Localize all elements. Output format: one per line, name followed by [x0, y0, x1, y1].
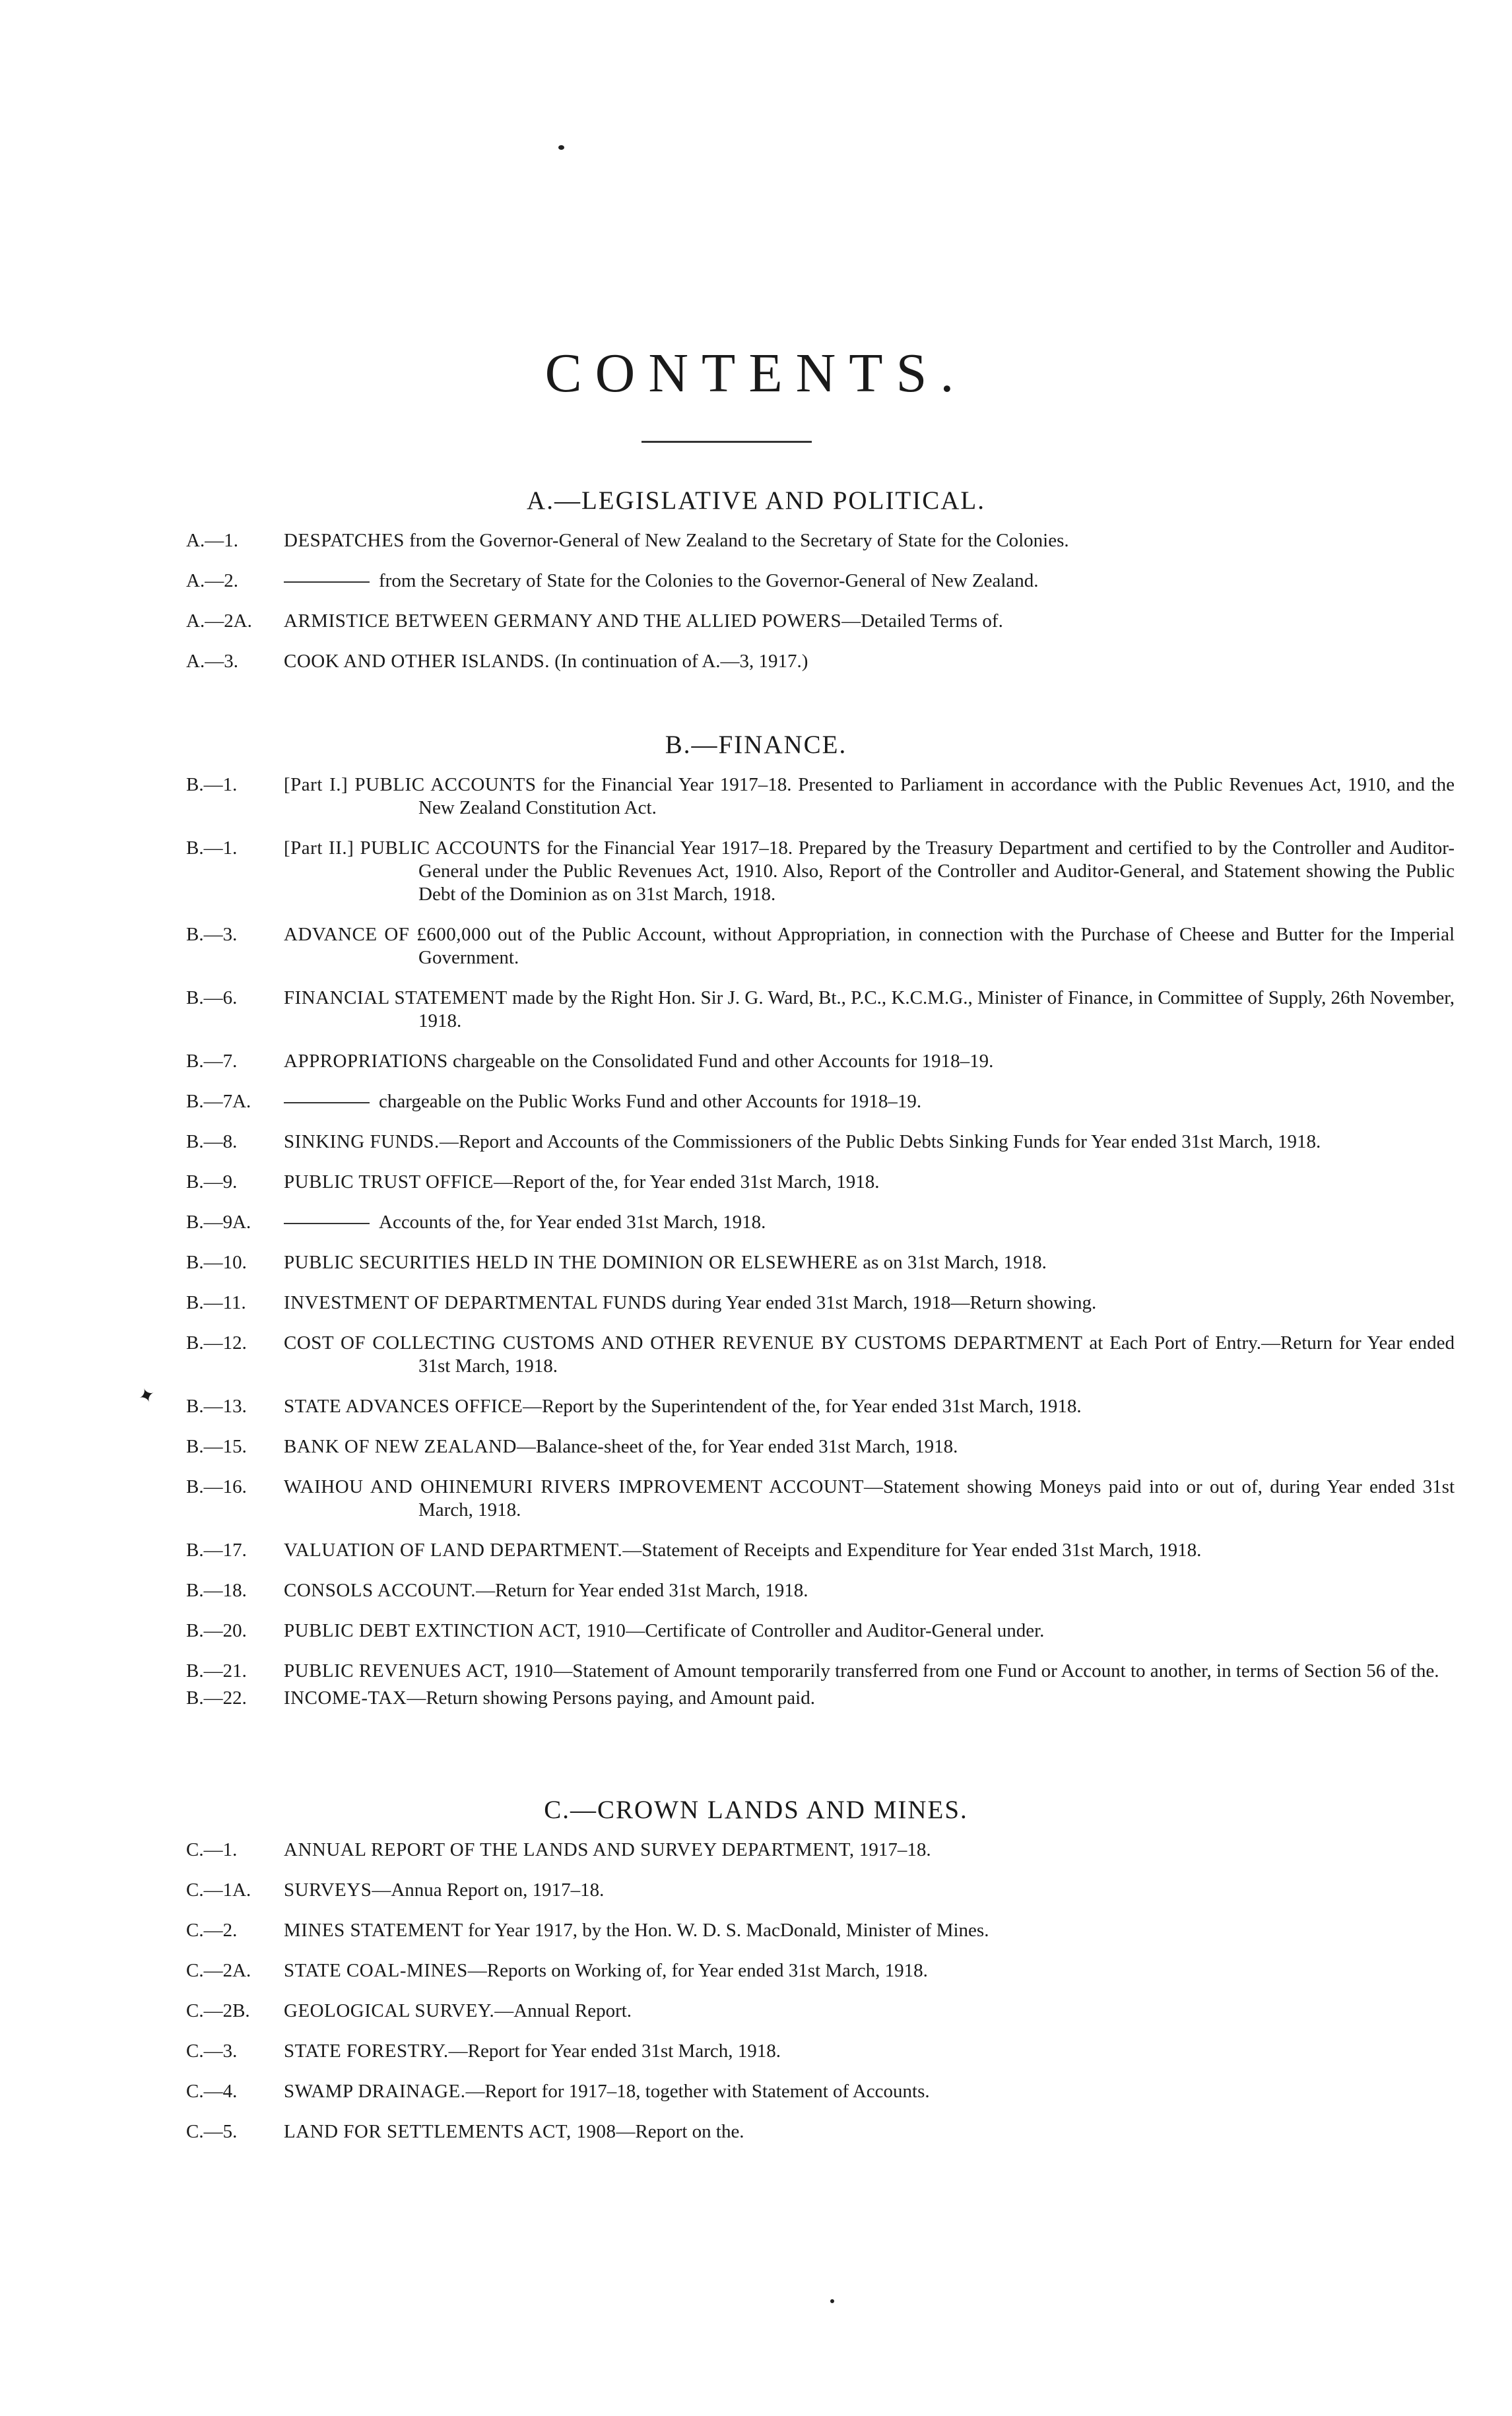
paper-code: C.—5.: [186, 2121, 238, 2142]
entry-text: during Year ended 31st March, 1918—Return showing.: [667, 1292, 1097, 1313]
entry-lead: LAND FOR SETTLEMENTS ACT, 1908: [284, 2121, 616, 2142]
contents-entry: [0, 1251, 1512, 1274]
contents-entry: [0, 529, 1512, 552]
entry-text: —Annual Report.: [494, 2000, 632, 2021]
paper-code: B.—16.: [186, 1476, 247, 1497]
entry-text: from the Governor-General of New Zealand to the Secretary of State for the Colonies.: [404, 530, 1069, 551]
entry-lead: SURVEYS: [284, 1879, 372, 1901]
entry-text: from the Secretary of State for the Colonies to the Governor-General of New Zealand.: [379, 570, 1039, 591]
contents-entry: [0, 1619, 1512, 1643]
paper-code: B.—15.: [186, 1436, 247, 1457]
paper-code: B.—1.: [186, 837, 238, 859]
paper-code: B.—7.: [186, 1051, 238, 1072]
entry-text: —Balance-sheet of the, for Year ended 31st March, 1918.: [516, 1436, 958, 1457]
contents-entry: [0, 837, 1512, 906]
entry-text: —Certificate of Controller and Auditor-General under.: [626, 1620, 1045, 1641]
contents-entry: [0, 610, 1512, 633]
entry-text: —Statement showing Moneys paid into or out of, during Year ended 31st March, 1918.: [418, 1476, 1455, 1520]
entry-lead: STATE FORESTRY.: [284, 2041, 449, 2062]
contents-entry: [0, 570, 1512, 593]
entry-lead: PUBLIC TRUST OFFICE: [284, 1171, 494, 1192]
ditto-dash: [284, 1223, 370, 1224]
ditto-dash: [284, 581, 370, 583]
entry-lead: ANNUAL REPORT OF THE LANDS AND SURVEY DEPARTMENT,: [284, 1839, 855, 1860]
entry-text: 1917–18.: [854, 1839, 931, 1860]
entry-lead: ADVANCE OF £600,000: [284, 924, 491, 945]
entry-text: —Reports on Working of, for Year ended 31st March, 1918.: [467, 1960, 928, 1981]
entry-text: for Year 1917, by the Hon. W. D. S. MacDonald, Minister of Mines.: [463, 1920, 989, 1941]
entry-text: —Report for Year ended 31st March, 1918.: [448, 2041, 781, 2062]
margin-mark: ✦: [135, 1383, 159, 1410]
entry-lead: GEOLOGICAL SURVEY.: [284, 2000, 495, 2021]
entry-text: out of the Public Account, without Appropriation, in connection with the Purchase of Cheese and Butter for the Imperial Government.: [418, 924, 1455, 968]
paper-code: B.—9A.: [186, 1212, 251, 1233]
section-heading: A.—LEGISLATIVE AND POLITICAL.: [527, 486, 985, 515]
entry-lead: WAIHOU AND OHINEMURI RIVERS IMPROVEMENT ACCOUNT: [284, 1476, 864, 1497]
entry-text: made by the Right Hon. Sir J. G. Ward, Bt., P.C., K.C.M.G., Minister of Finance, in Committee of Supply, 26th November, 1918.: [418, 987, 1455, 1031]
paper-code: B.—20.: [186, 1620, 247, 1641]
paper-code: B.—9.: [186, 1171, 238, 1192]
contents-entry: [0, 1211, 1512, 1234]
contents-entry: [0, 2120, 1512, 2143]
contents-entry: [0, 1395, 1512, 1418]
entry-lead: VALUATION OF LAND DEPARTMENT.: [284, 1540, 623, 1561]
paper-code: B.—3.: [186, 924, 238, 945]
title-rule: [641, 441, 812, 443]
entry-text: at Each Port of Entry.—Return for Year ended 31st March, 1918.: [418, 1332, 1455, 1377]
entry-lead: PUBLIC DEBT EXTINCTION ACT, 1910: [284, 1620, 626, 1641]
entry-text: (In continuation of A.—3, 1917.): [550, 651, 808, 672]
section-heading: B.—FINANCE.: [665, 731, 847, 759]
section-finance: [0, 729, 1512, 1727]
paper-code: B.—18.: [186, 1580, 247, 1601]
contents-entry: [0, 1919, 1512, 1942]
contents-entry: [0, 1435, 1512, 1458]
contents-entry: [0, 923, 1512, 969]
entry-text: —Statement of Receipts and Expenditure for Year ended 31st March, 1918.: [622, 1540, 1202, 1561]
paper-code: C.—2.: [186, 1920, 238, 1941]
entry-text: —Report of the, for Year ended 31st March, 1918.: [493, 1171, 880, 1192]
paper-code: C.—1.: [186, 1839, 238, 1860]
contents-entry: [0, 1539, 1512, 1562]
paper-code: B.—10.: [186, 1252, 247, 1273]
paper-code: A.—2A.: [186, 610, 252, 632]
contents-entry: [0, 1660, 1512, 1683]
section-heading: C.—CROWN LANDS AND MINES.: [544, 1796, 968, 1824]
entry-lead: COST OF COLLECTING CUSTOMS AND OTHER REVENUE BY CUSTOMS DEPARTMENT: [284, 1332, 1083, 1354]
printing-speck: [558, 145, 564, 150]
contents-entry: [0, 1959, 1512, 1982]
paper-code: A.—3.: [186, 651, 238, 672]
contents-entry: [0, 1687, 1512, 1710]
paper-code: A.—1.: [186, 530, 238, 551]
entry-lead: FINANCIAL STATEMENT: [284, 987, 508, 1008]
entry-lead: APPROPRIATIONS: [284, 1051, 448, 1072]
contents-entry: [0, 987, 1512, 1033]
contents-entry: [0, 1839, 1512, 1862]
contents-entry: [0, 650, 1512, 673]
entry-text: for the Financial Year 1917–18. Presented to Parliament in accordance with the Public Revenues Act, 1910, and the New Zealand Constitution Act.: [418, 774, 1455, 818]
entry-text: —Report by the Superintendent of the, for Year ended 31st March, 1918.: [523, 1396, 1082, 1417]
contents-entry: [0, 1171, 1512, 1194]
entry-text: —Report on the.: [616, 2121, 744, 2142]
entry-text: —Detailed Terms of.: [841, 610, 1003, 632]
entry-lead: STATE ADVANCES OFFICE: [284, 1396, 523, 1417]
entry-lead: INVESTMENT OF DEPARTMENTAL FUNDS: [284, 1292, 667, 1313]
contents-entry: [0, 1130, 1512, 1154]
entry-lead: [Part I.] PUBLIC ACCOUNTS: [284, 774, 537, 795]
entry-lead: STATE COAL-MINES: [284, 1960, 468, 1981]
ditto-dash: [284, 1102, 370, 1103]
entry-lead: SINKING FUNDS.: [284, 1131, 440, 1152]
entry-lead: [Part II.] PUBLIC ACCOUNTS: [284, 837, 541, 859]
contents-entry: [0, 2080, 1512, 2103]
printing-speck: [830, 2299, 834, 2303]
paper-code: B.—6.: [186, 987, 238, 1008]
paper-code: B.—12.: [186, 1332, 247, 1354]
paper-code: B.—17.: [186, 1540, 247, 1561]
paper-code: C.—4.: [186, 2081, 238, 2102]
page-title: CONTENTS.: [544, 343, 968, 405]
paper-code: C.—1A.: [186, 1879, 251, 1901]
entry-text: for the Financial Year 1917–18. Prepared by the Treasury Department and certified to by the Controller and Auditor-General under the Public Revenues Act, 1910. Also, Report of the Controller and Auditor-General, and Statement showing the Public Debt of the Dominion as on 31st March, 1918.: [418, 837, 1455, 905]
paper-code: B.—7A.: [186, 1091, 251, 1112]
paper-code: C.—2A.: [186, 1960, 251, 1981]
entry-text: —Return for Year ended 31st March, 1918.: [476, 1580, 808, 1601]
entry-text: chargeable on the Public Works Fund and other Accounts for 1918–19.: [379, 1091, 922, 1112]
paper-code: B.—22.: [186, 1687, 247, 1709]
entry-text: as on 31st March, 1918.: [857, 1252, 1047, 1273]
contents-entry: [0, 1579, 1512, 1602]
paper-code: B.—1.: [186, 774, 238, 795]
entry-lead: SWAMP DRAINAGE.: [284, 2081, 466, 2102]
contents-entry: [0, 773, 1512, 820]
entry-text: —Return showing Persons paying, and Amount paid.: [407, 1687, 815, 1709]
contents-entry: [0, 2000, 1512, 2023]
entry-text: —Report and Accounts of the Commissioners of the Public Debts Sinking Funds for Year ended 31st March, 1918.: [439, 1131, 1321, 1152]
entry-lead: PUBLIC SECURITIES HELD IN THE DOMINION OR ELSEWHERE: [284, 1252, 858, 1273]
entry-text: —Annua Report on, 1917–18.: [372, 1879, 605, 1901]
contents-entry: [0, 1090, 1512, 1113]
entry-text: —Statement of Amount temporarily transferred from one Fund or Account to another, in terms of Section 56 of the.: [553, 1660, 1439, 1681]
entry-lead: COOK AND OTHER ISLANDS.: [284, 651, 550, 672]
entry-lead: ARMISTICE BETWEEN GERMANY AND THE ALLIED POWERS: [284, 610, 842, 632]
paper-code: C.—3.: [186, 2041, 238, 2062]
section-crown-lands: [0, 1794, 1512, 2161]
contents-entry: [0, 1050, 1512, 1073]
paper-code: B.—11.: [186, 1292, 246, 1313]
contents-entry: [0, 1332, 1512, 1378]
entry-lead: INCOME-TAX: [284, 1687, 407, 1709]
paper-code: C.—2B.: [186, 2000, 250, 2021]
paper-code: A.—2.: [186, 570, 238, 591]
entry-text: chargeable on the Consolidated Fund and other Accounts for 1918–19.: [447, 1051, 994, 1072]
entry-lead: CONSOLS ACCOUNT.: [284, 1580, 477, 1601]
paper-code: B.—13.: [186, 1396, 247, 1417]
paper-code: B.—21.: [186, 1660, 247, 1681]
entry-lead: DESPATCHES: [284, 530, 405, 551]
entry-lead: PUBLIC REVENUES ACT, 1910: [284, 1660, 554, 1681]
entry-text: Accounts of the, for Year ended 31st March, 1918.: [379, 1212, 766, 1233]
entry-lead: MINES STATEMENT: [284, 1920, 463, 1941]
contents-entry: [0, 1291, 1512, 1315]
paper-code: B.—8.: [186, 1131, 238, 1152]
section-legislative: [0, 484, 1512, 690]
contents-entry: [0, 2040, 1512, 2063]
contents-entry: [0, 1476, 1512, 1522]
entry-lead: BANK OF NEW ZEALAND: [284, 1436, 517, 1457]
entry-text: —Report for 1917–18, together with Statement of Accounts.: [465, 2081, 930, 2102]
contents-entry: [0, 1879, 1512, 1902]
